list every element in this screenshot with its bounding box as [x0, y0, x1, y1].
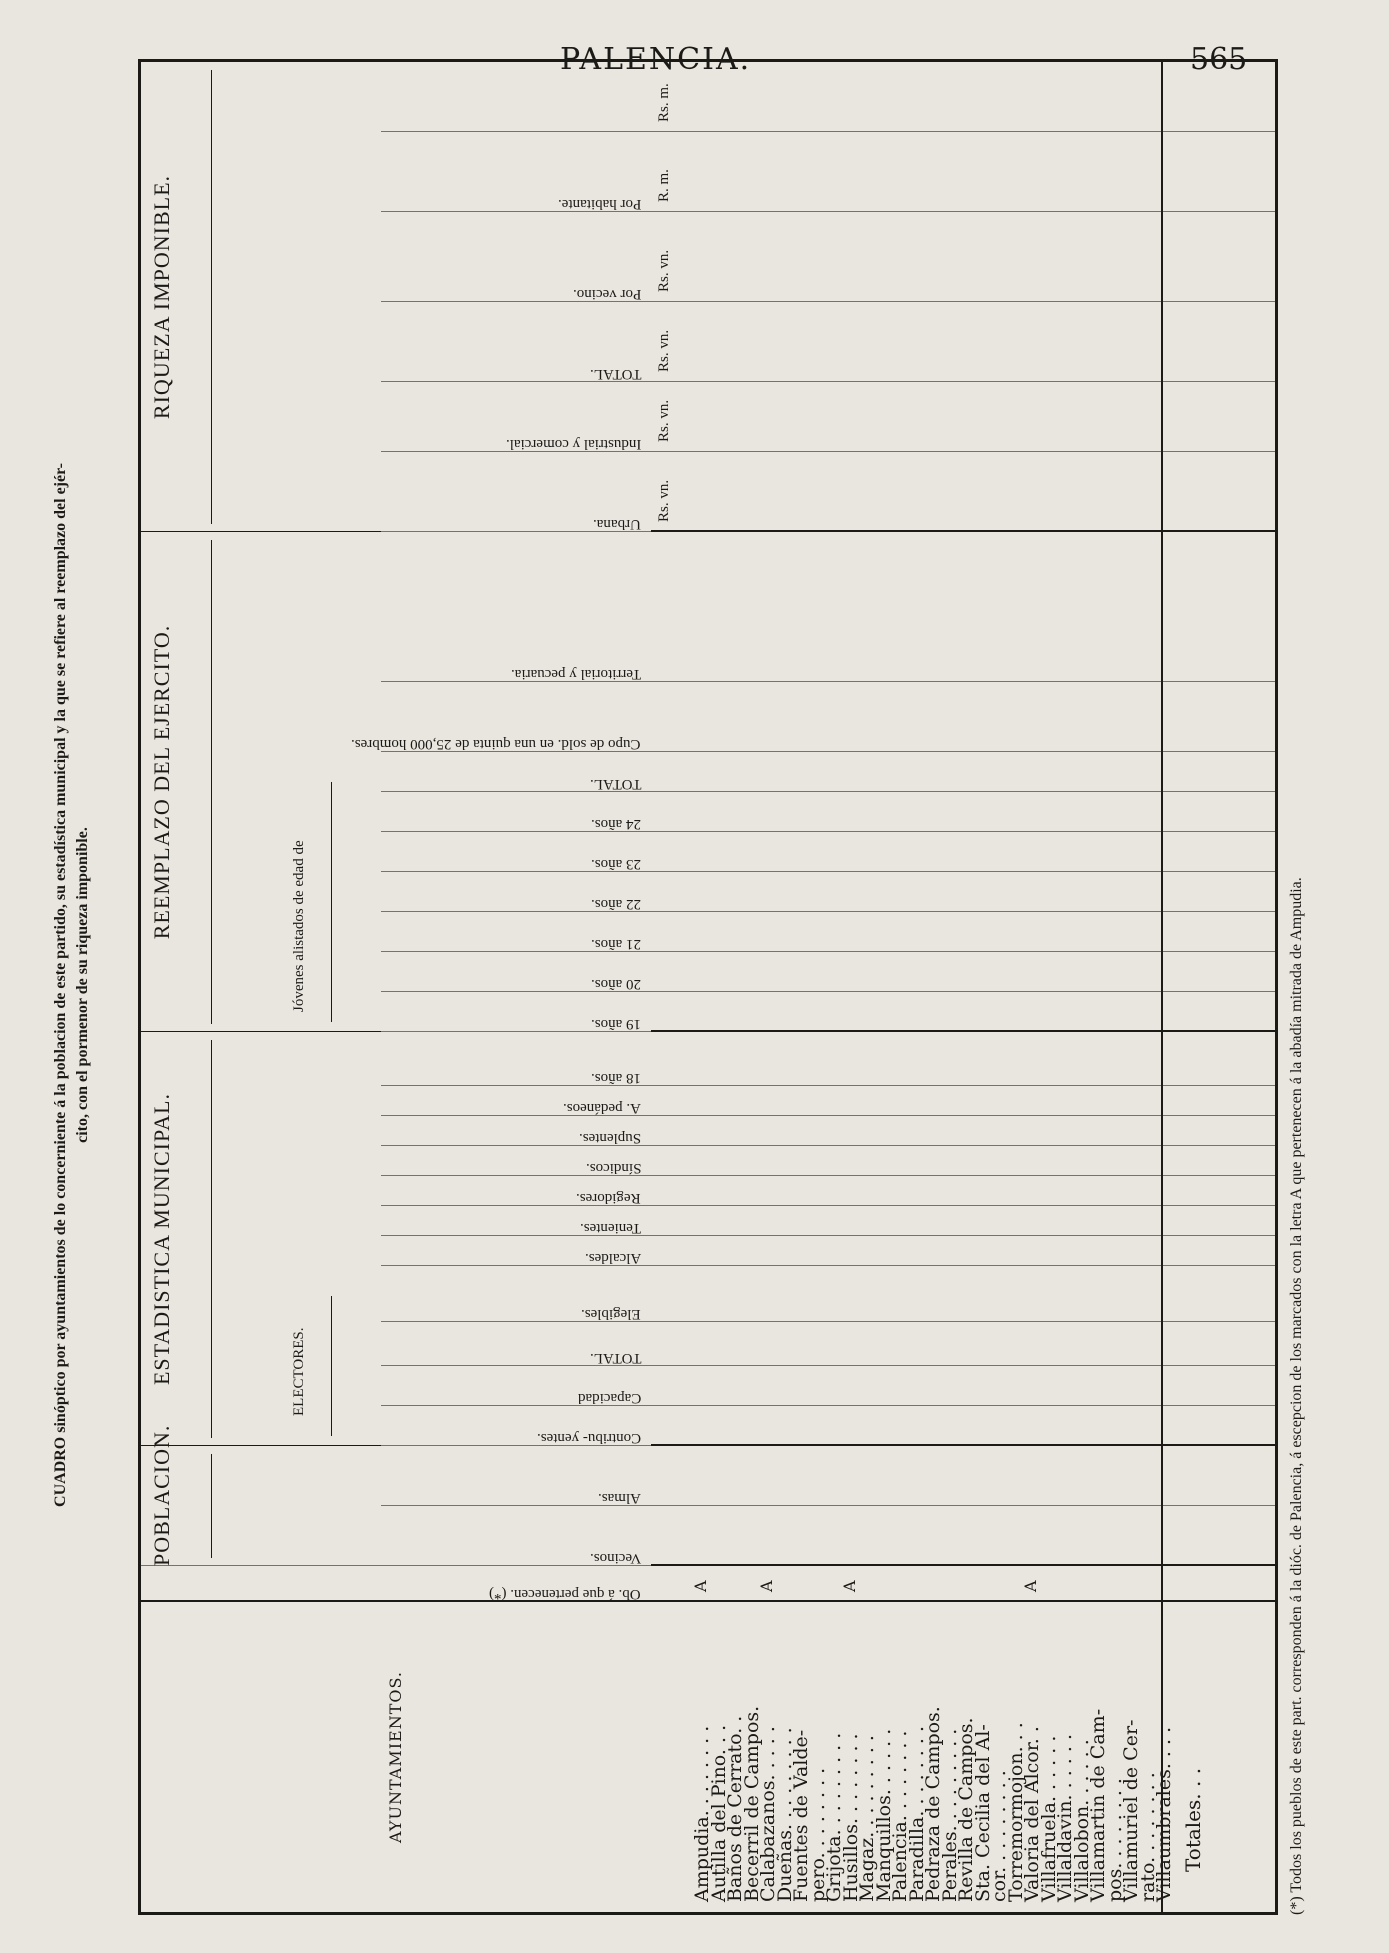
grid-rule: [651, 1564, 1275, 1566]
column-header: [381, 871, 651, 912]
ayuntamiento-name: pos. . . . . . . .: [1103, 1778, 1126, 1902]
column-header: [381, 1405, 651, 1446]
grid-rule: [651, 1265, 1275, 1266]
column-header-label: 23 años.: [591, 856, 641, 872]
column-header-label: Cupo de sold. en una quinta de 25,000 hombres.: [351, 736, 641, 752]
reemplazo-title: REEMPLAZO DEL EJERCITO.: [149, 624, 174, 940]
column-header-label: 24 años.: [591, 816, 641, 832]
poblacion-band: [141, 1424, 381, 1566]
table-caption: [50, 55, 130, 1915]
column-header: [381, 751, 651, 792]
grid-rule: [651, 1321, 1275, 1322]
ayuntamiento-name: Manquillos. . . . . .: [872, 1728, 895, 1902]
column-header: [381, 831, 651, 872]
ayuntamiento-name: Autilla del Pino. . .: [707, 1724, 730, 1902]
grid-rule: [651, 1444, 1275, 1446]
rotated-table-stage: [50, 55, 1350, 1915]
column-header-label: TOTAL.: [589, 776, 641, 792]
grid-rule: [651, 1405, 1275, 1406]
grid-rule: [651, 1205, 1275, 1206]
grid-rule: [651, 530, 1275, 532]
column-header: [351, 681, 651, 752]
ayuntamiento-name: Villamartin de Cam-: [1087, 1708, 1109, 1902]
column-header-label: Tenientes.: [579, 1220, 641, 1236]
page-number: 565: [1190, 42, 1248, 77]
column-header-label: Almas.: [598, 1490, 641, 1506]
grid-rule: [651, 211, 1275, 212]
ayuntamiento-name: Sta. Cecilia del Al-: [971, 1724, 994, 1902]
unit-label: Rs. vn.: [656, 399, 672, 442]
ayuntamiento-name: Husillos. . . . . . . .: [839, 1733, 862, 1902]
ayuntamiento-name: Pedraza de Campos.: [922, 1706, 944, 1902]
electores-brace: [331, 1296, 332, 1436]
column-header-label: Capacidad: [577, 1390, 641, 1406]
running-title: PALENCIA.: [560, 42, 752, 77]
column-header-label: 22 años.: [591, 896, 641, 912]
column-header: [381, 451, 651, 532]
ayuntamiento-name: Villamuriel de Cer-: [1120, 1719, 1142, 1902]
grid-rule: [651, 131, 1275, 132]
column-header: [381, 1085, 651, 1116]
ayuntamiento-name: Fuentes de Valde-: [790, 1729, 812, 1902]
ayuntamiento-name: Villaldavin. . . . . .: [1054, 1734, 1076, 1902]
grid-rule: [651, 1365, 1275, 1366]
column-header-label: Territorial y pecuaria.: [510, 666, 641, 682]
estadistica-brace: [211, 1040, 212, 1438]
ayuntamiento-name: Torremormojon. . .: [1004, 1722, 1027, 1902]
ob-mark: A: [839, 1580, 859, 1592]
ayuntamiento-name: cor. . . . . . . . .: [988, 1770, 1010, 1902]
unit-label: Rs. m.: [656, 83, 672, 122]
column-header-label: Industrial y comercial.: [505, 436, 641, 452]
column-header-label: Síndicos.: [585, 1160, 641, 1176]
ayuntamiento-name: Perales. . . . . . . . .: [938, 1728, 961, 1902]
column-header-label: Vecinos.: [589, 1550, 641, 1566]
jovenes-label: Jóvenes alistados de edad de: [291, 840, 307, 1012]
column-header-label: TOTAL.: [589, 366, 641, 382]
ob-band: [141, 1565, 641, 1602]
column-header-label: Por vecino.: [572, 286, 641, 302]
estadistica-title: ESTADISTICA MUNICIPAL.: [149, 1093, 174, 1386]
ayuntamiento-name: pero. . . . . . . .: [806, 1767, 829, 1902]
column-header-label: Contribu- yentes.: [536, 1430, 641, 1446]
reemplazo-band: [141, 531, 381, 1032]
column-header-label: Regidores.: [576, 1190, 641, 1206]
riqueza-title: RIQUEZA IMPONIBLE.: [149, 174, 174, 420]
grid-rule: [651, 911, 1275, 912]
ayuntamiento-name: Revilla de Campos.: [955, 1717, 977, 1902]
column-header-label: A. pedáneos.: [563, 1100, 641, 1116]
ayuntamiento-name: rato. . . . . . . .: [1136, 1772, 1159, 1902]
column-header: [381, 1321, 651, 1366]
column-header-label: 19 años.: [591, 1016, 641, 1032]
column-header: [381, 131, 651, 212]
column-header: [381, 791, 651, 832]
ayuntamiento-name: Valoria del Alcor. .: [1021, 1726, 1043, 1902]
column-header: [381, 911, 651, 952]
column-header: [381, 1031, 651, 1086]
ayuntamiento-name: Palencia. . . . . . . .: [889, 1730, 911, 1902]
column-header: [381, 1115, 651, 1146]
grid-rule: [651, 1030, 1275, 1032]
column-header-label: Urbana.: [593, 516, 641, 532]
column-header: [381, 951, 651, 992]
ob-header: Ob. á que pertenecen. (*): [141, 1565, 651, 1602]
estadistica-band: [141, 1031, 381, 1446]
jovenes-brace: [331, 782, 332, 1022]
summary-table: [138, 59, 1278, 1915]
grid-rule: [651, 791, 1275, 792]
footnote: (*) Todos los pueblos de este part. corresponden á la dióc. de Palencia, á escepcion de los marcados con la letra A que pertenecen á la abadía mitrada de Ampudia.: [1288, 877, 1305, 1915]
column-header: [381, 1205, 651, 1236]
grid-rule: [651, 301, 1275, 302]
unit-label: Rs. vn.: [656, 249, 672, 292]
column-header: [381, 211, 651, 302]
column-header-label: Alcaldes.: [584, 1250, 641, 1266]
grid-rule: [651, 1085, 1275, 1086]
grid-rule: [651, 451, 1275, 452]
column-header: [381, 1145, 651, 1176]
grid-rule: [651, 991, 1275, 992]
column-header-label: Elegibles.: [581, 1306, 641, 1322]
ayuntamiento-name: Magaz. . . . . . . . .: [856, 1735, 878, 1902]
column-header: [381, 1505, 651, 1566]
column-header-label: 21 años.: [591, 936, 641, 952]
totals-rule: [1161, 62, 1163, 1912]
totals-label: Totales. . .: [1181, 1767, 1205, 1872]
grid-rule: [651, 681, 1275, 682]
ayuntamiento-name: Villalobon. . . . . .: [1070, 1739, 1093, 1902]
grid-rule: [651, 871, 1275, 872]
grid-rule: [651, 831, 1275, 832]
poblacion-brace: [211, 1454, 212, 1558]
column-header-label: Por habitante.: [557, 196, 641, 212]
ayuntamiento-name: Dueñas. . . . . . . . .: [773, 1727, 796, 1902]
ob-mark: A: [1021, 1580, 1040, 1592]
ayuntamiento-name: Baños de Cerrato. .: [724, 1715, 746, 1902]
ob-mark: A: [757, 1580, 776, 1592]
grid-rule: [651, 1145, 1275, 1146]
column-header: [381, 1265, 651, 1322]
ayuntamiento-name: Grijota. . . . . . . . .: [823, 1732, 845, 1902]
reemplazo-brace: [211, 540, 212, 1024]
column-header: [381, 1445, 651, 1506]
column-header: [381, 531, 651, 682]
column-header: [381, 1175, 651, 1206]
ayuntamientos-header: AYUNTAMIENTOS.: [386, 1671, 405, 1843]
electores-label: ELECTORES.: [291, 1327, 307, 1416]
ob-mark: A: [691, 1580, 710, 1592]
ayuntamiento-name: Paradilla. . . . . . . .: [905, 1726, 928, 1902]
grid-rule: [651, 1115, 1275, 1116]
column-header: [381, 1235, 651, 1266]
column-header: [381, 1365, 651, 1406]
caption-line-1: CUADRO sinóptico por ayuntamientos de lo concerniente á la poblacion de este partido, su estadística municipal y la que se refiere al reemplazo del ejér-: [52, 463, 69, 1507]
column-header: [381, 991, 651, 1032]
column-header-label: 18 años.: [591, 1070, 641, 1086]
column-header: [381, 381, 651, 452]
ayuntamiento-name: Becerril de Campos.: [740, 1705, 763, 1902]
poblacion-title: POBLACION.: [149, 1424, 174, 1566]
riqueza-band: [141, 62, 381, 532]
ayuntamiento-name: Villaumbrales. . . .: [1153, 1726, 1175, 1902]
column-header-label: TOTAL.: [589, 1350, 641, 1366]
grid-rule: [651, 1175, 1275, 1176]
ayuntamiento-name: Ampudia. . . . . . . .: [691, 1725, 713, 1902]
grid-rule: [651, 1505, 1275, 1506]
unit-label: Rs. vn.: [656, 479, 672, 522]
column-header-label: 20 años.: [591, 976, 641, 992]
grid-rule: [651, 381, 1275, 382]
unit-label: R. m.: [656, 169, 672, 202]
caption-line-2: cito, con el pormenor de su riqueza imponible.: [74, 827, 91, 1143]
unit-label: Rs. vn.: [656, 329, 672, 372]
ayuntamiento-name: Villafruela. . . . . .: [1037, 1735, 1060, 1902]
ayuntamiento-name: Calabazanos. . . . .: [757, 1726, 779, 1902]
table-body: [651, 62, 1275, 1912]
grid-rule: [651, 951, 1275, 952]
riqueza-brace: [211, 70, 212, 524]
grid-rule: [651, 1235, 1275, 1236]
column-header-label: Suplentes.: [578, 1130, 641, 1146]
grid-rule: [651, 751, 1275, 752]
column-header: [381, 301, 651, 382]
